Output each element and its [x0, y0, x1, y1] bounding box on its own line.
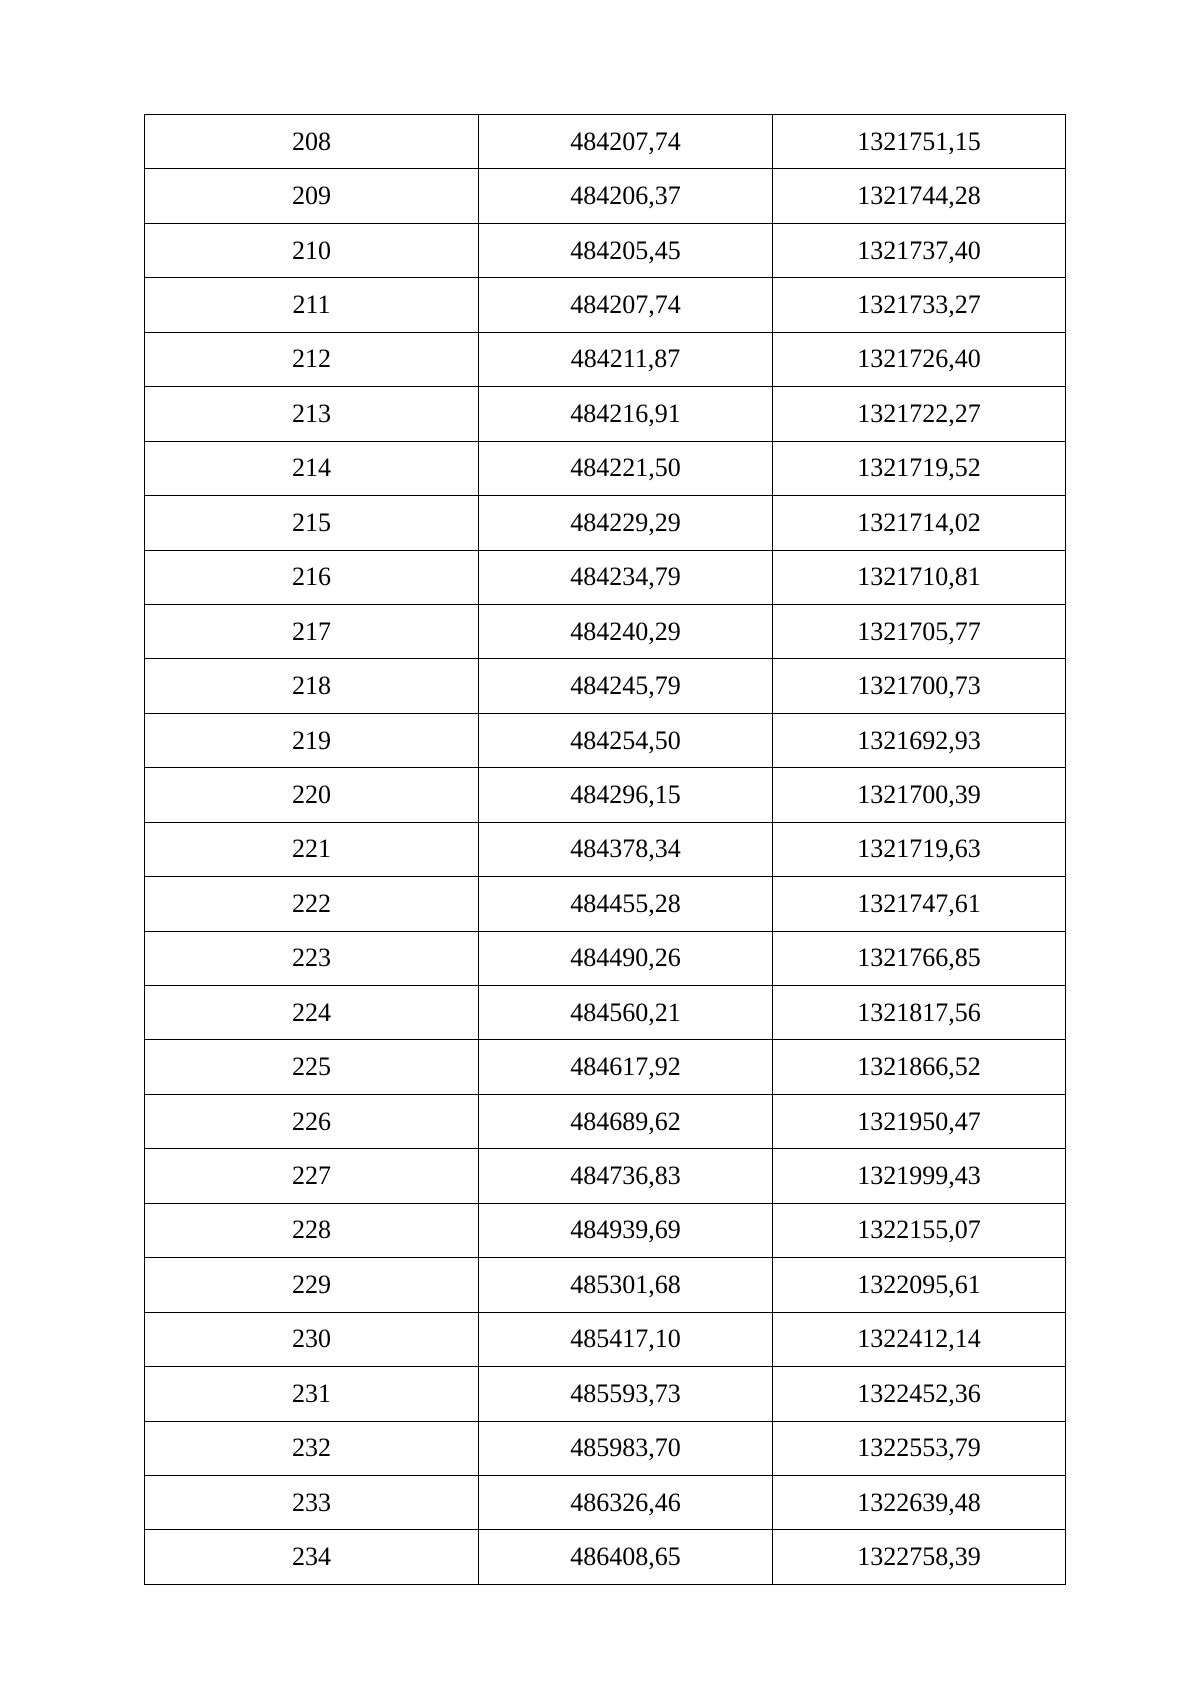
point-number-cell: 213	[145, 387, 479, 441]
x-coordinate-cell: 484206,37	[479, 169, 773, 223]
table-row	[145, 1094, 1066, 1148]
y-coordinate-cell: 1321950,47	[773, 1094, 1066, 1148]
x-coordinate-cell: 484490,26	[479, 931, 773, 985]
table-row	[145, 604, 1066, 658]
x-coordinate-cell: 484245,79	[479, 659, 773, 713]
table-row	[145, 1040, 1066, 1094]
point-number-cell: 220	[145, 768, 479, 822]
x-coordinate-cell: 484689,62	[479, 1094, 773, 1148]
x-coordinate-cell: 484296,15	[479, 768, 773, 822]
table-row	[145, 550, 1066, 604]
x-coordinate-cell: 484617,92	[479, 1040, 773, 1094]
point-number-cell: 232	[145, 1421, 479, 1475]
y-coordinate-cell: 1322452,36	[773, 1367, 1066, 1421]
point-number-cell: 227	[145, 1149, 479, 1203]
table-row	[145, 713, 1066, 767]
y-coordinate-cell: 1321719,52	[773, 441, 1066, 495]
x-coordinate-cell: 484229,29	[479, 496, 773, 550]
point-number-cell: 219	[145, 713, 479, 767]
y-coordinate-cell: 1321692,93	[773, 713, 1066, 767]
y-coordinate-cell: 1321700,39	[773, 768, 1066, 822]
point-number-cell: 233	[145, 1475, 479, 1529]
x-coordinate-cell: 484254,50	[479, 713, 773, 767]
x-coordinate-cell: 484736,83	[479, 1149, 773, 1203]
x-coordinate-cell: 485301,68	[479, 1258, 773, 1312]
point-number-cell: 234	[145, 1530, 479, 1584]
point-number-cell: 210	[145, 223, 479, 277]
point-number-cell: 224	[145, 986, 479, 1040]
x-coordinate-cell: 484560,21	[479, 986, 773, 1040]
x-coordinate-cell: 484221,50	[479, 441, 773, 495]
x-coordinate-cell: 484939,69	[479, 1203, 773, 1257]
y-coordinate-cell: 1322412,14	[773, 1312, 1066, 1366]
x-coordinate-cell: 484211,87	[479, 332, 773, 386]
x-coordinate-cell: 484234,79	[479, 550, 773, 604]
x-coordinate-cell: 484205,45	[479, 223, 773, 277]
point-number-cell: 222	[145, 877, 479, 931]
point-number-cell: 208	[145, 115, 479, 169]
y-coordinate-cell: 1322758,39	[773, 1530, 1066, 1584]
y-coordinate-cell: 1322095,61	[773, 1258, 1066, 1312]
point-number-cell: 230	[145, 1312, 479, 1366]
point-number-cell: 216	[145, 550, 479, 604]
y-coordinate-cell: 1321866,52	[773, 1040, 1066, 1094]
table-row	[145, 115, 1066, 169]
point-number-cell: 229	[145, 1258, 479, 1312]
table-row	[145, 931, 1066, 985]
table-row	[145, 278, 1066, 332]
x-coordinate-cell: 486326,46	[479, 1475, 773, 1529]
point-number-cell: 218	[145, 659, 479, 713]
point-number-cell: 215	[145, 496, 479, 550]
y-coordinate-cell: 1321700,73	[773, 659, 1066, 713]
x-coordinate-cell: 485593,73	[479, 1367, 773, 1421]
point-number-cell: 231	[145, 1367, 479, 1421]
y-coordinate-cell: 1321726,40	[773, 332, 1066, 386]
y-coordinate-cell: 1321705,77	[773, 604, 1066, 658]
x-coordinate-cell: 485983,70	[479, 1421, 773, 1475]
y-coordinate-cell: 1321714,02	[773, 496, 1066, 550]
y-coordinate-cell: 1322639,48	[773, 1475, 1066, 1529]
x-coordinate-cell: 484207,74	[479, 115, 773, 169]
y-coordinate-cell: 1321999,43	[773, 1149, 1066, 1203]
table-row	[145, 1149, 1066, 1203]
x-coordinate-cell: 484378,34	[479, 822, 773, 876]
table-row	[145, 387, 1066, 441]
table-row	[145, 169, 1066, 223]
point-number-cell: 212	[145, 332, 479, 386]
y-coordinate-cell: 1321747,61	[773, 877, 1066, 931]
table-row	[145, 822, 1066, 876]
table-row	[145, 768, 1066, 822]
point-number-cell: 221	[145, 822, 479, 876]
table-row	[145, 659, 1066, 713]
table-row	[145, 441, 1066, 495]
table-row	[145, 1367, 1066, 1421]
coordinates-table	[144, 114, 1066, 1585]
y-coordinate-cell: 1321719,63	[773, 822, 1066, 876]
y-coordinate-cell: 1321766,85	[773, 931, 1066, 985]
point-number-cell: 211	[145, 278, 479, 332]
point-number-cell: 214	[145, 441, 479, 495]
table-row	[145, 1203, 1066, 1257]
point-number-cell: 209	[145, 169, 479, 223]
y-coordinate-cell: 1322553,79	[773, 1421, 1066, 1475]
x-coordinate-cell: 484207,74	[479, 278, 773, 332]
table-row	[145, 1258, 1066, 1312]
point-number-cell: 225	[145, 1040, 479, 1094]
point-number-cell: 226	[145, 1094, 479, 1148]
table-row	[145, 877, 1066, 931]
point-number-cell: 217	[145, 604, 479, 658]
y-coordinate-cell: 1321733,27	[773, 278, 1066, 332]
table-row	[145, 1475, 1066, 1529]
point-number-cell: 223	[145, 931, 479, 985]
table-row	[145, 1312, 1066, 1366]
x-coordinate-cell: 484455,28	[479, 877, 773, 931]
y-coordinate-cell: 1321751,15	[773, 115, 1066, 169]
y-coordinate-cell: 1321744,28	[773, 169, 1066, 223]
table-row	[145, 986, 1066, 1040]
y-coordinate-cell: 1321710,81	[773, 550, 1066, 604]
y-coordinate-cell: 1321817,56	[773, 986, 1066, 1040]
table-row	[145, 332, 1066, 386]
y-coordinate-cell: 1321722,27	[773, 387, 1066, 441]
table-row	[145, 496, 1066, 550]
x-coordinate-cell: 485417,10	[479, 1312, 773, 1366]
x-coordinate-cell: 484216,91	[479, 387, 773, 441]
table-row	[145, 1530, 1066, 1584]
table-row	[145, 1421, 1066, 1475]
table-row	[145, 223, 1066, 277]
x-coordinate-cell: 484240,29	[479, 604, 773, 658]
y-coordinate-cell: 1321737,40	[773, 223, 1066, 277]
x-coordinate-cell: 486408,65	[479, 1530, 773, 1584]
y-coordinate-cell: 1322155,07	[773, 1203, 1066, 1257]
point-number-cell: 228	[145, 1203, 479, 1257]
coordinates-table-body	[145, 115, 1066, 1585]
